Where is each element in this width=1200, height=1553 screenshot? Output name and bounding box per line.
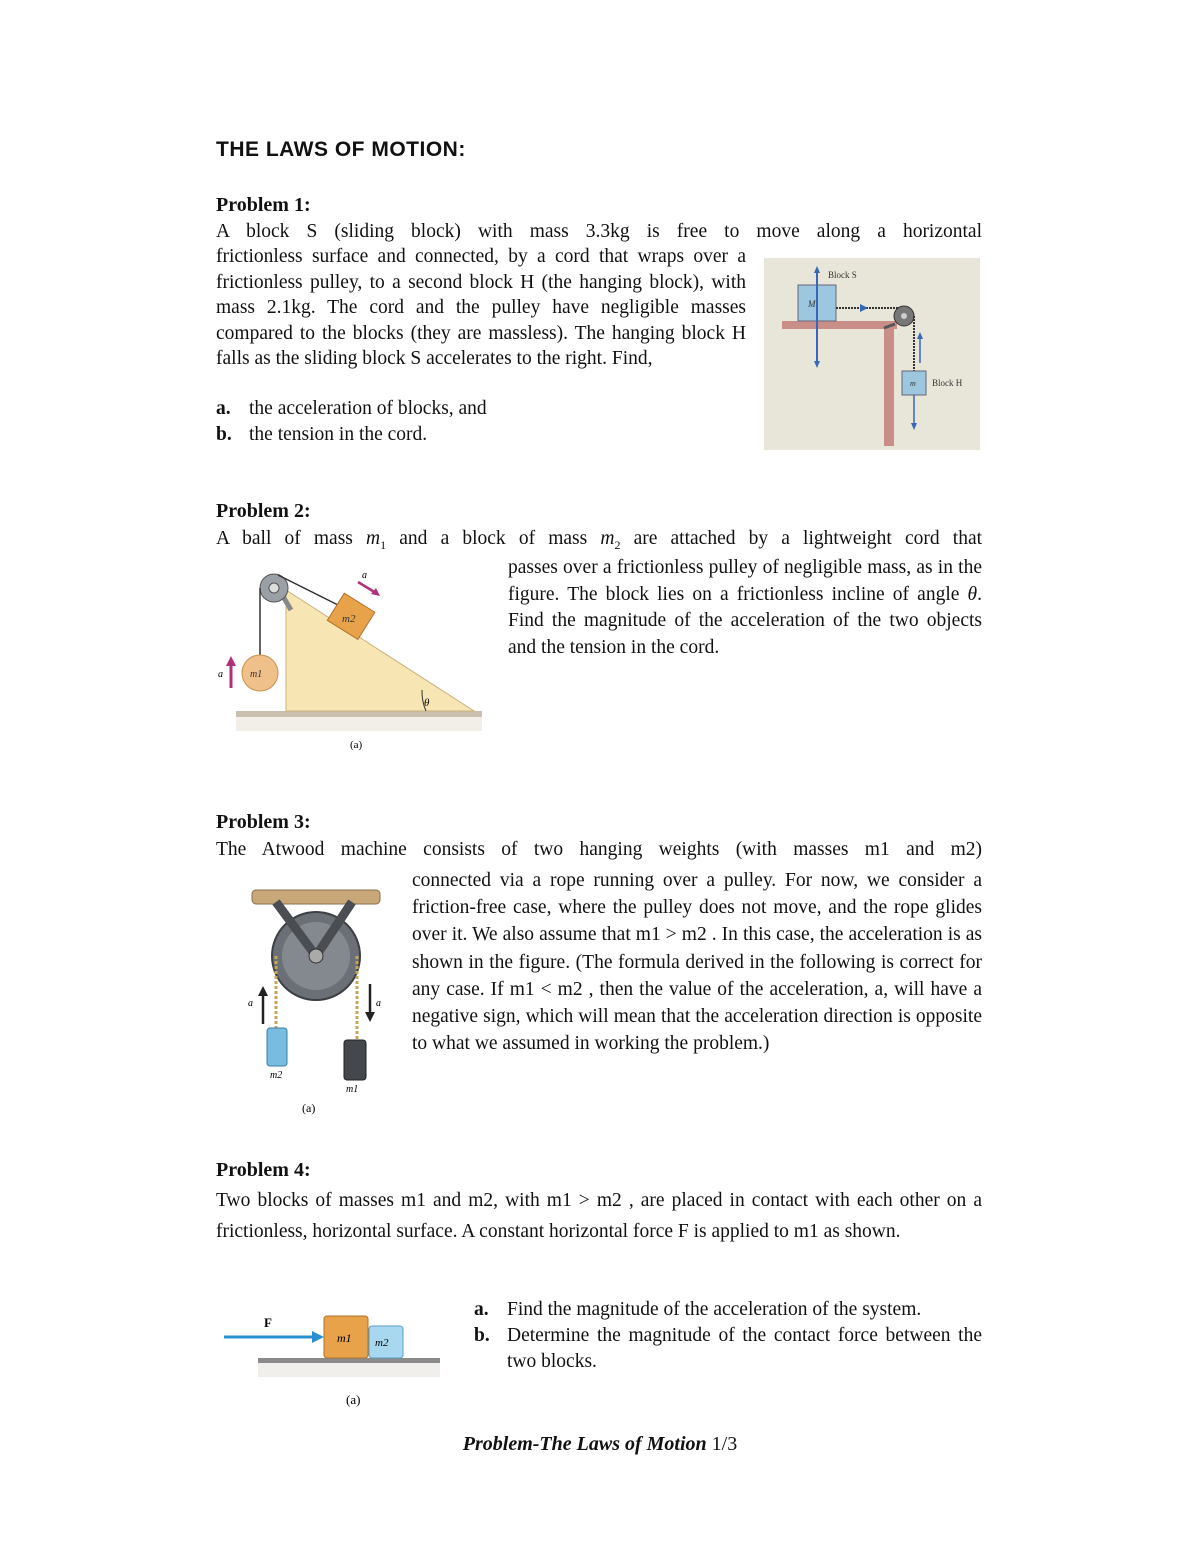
footer-title: Problem-The Laws of Motion [462,1433,707,1455]
problem-2-body [508,555,982,661]
problem-4-heading: Problem 4: [216,1159,311,1181]
problem-4-figure [218,1308,444,1414]
problem-2-intro [216,526,982,558]
intro-text: and a block of mass [399,528,588,549]
item-label: b. [474,1325,490,1346]
mass-symbol: m [366,528,381,549]
item-text: the tension in the cord. [249,424,428,445]
problem-4-item-a [474,1297,982,1323]
force-label: F [264,1315,272,1330]
figure-caption: (a) [302,1101,316,1115]
problem-2-figure [216,560,486,756]
item-text: the acceleration of blocks, and [249,398,487,419]
body-text: . Find the magnitude of the acceleration of the two objects and the tension in the cord. [508,583,982,658]
up-accel-label: a [248,998,253,1009]
angle-label: θ [424,697,430,709]
m1-label: m1 [250,669,263,680]
m2-label: m2 [270,1070,283,1081]
block-s-label: Block S [828,270,857,280]
block-s-mass: M [808,299,816,309]
problem-4-body-text: Two blocks of masses m1 and m2, with m1 > m2 , are placed in contact with each other on a frictionless, horizontal surface. A constant horizontal force F is applied to m1 as shown. [216,1190,982,1242]
problem-1-intro [216,219,982,245]
problem-1-figure [764,258,980,450]
m2-label: m2 [342,613,356,625]
problem-1-item-a [216,396,487,422]
block-h-mass: m [910,379,916,388]
figure-caption: (a) [350,739,363,751]
problem-3-intro [216,837,982,863]
item-label: b. [216,424,232,445]
m1-label: m1 [337,1331,352,1345]
intro-text: are attached by a lightweight cord that [633,528,983,549]
item-label: a. [216,398,231,419]
page-number: 1/3 [711,1433,738,1455]
ball-accel-label: a [218,669,223,680]
page-footer [0,1433,1200,1456]
block-accel-label: a [362,570,367,581]
problem-1-heading: Problem 1: [216,194,311,216]
item-text: Find the magnitude of the acceleration of the system. [507,1299,922,1320]
item-label: a. [474,1299,489,1320]
block-h-label: Block H [932,378,963,388]
down-accel-label: a [376,998,381,1009]
intro-text: A ball of mass [216,528,353,549]
mass-subscript: 2 [614,537,621,552]
problem-1-body [216,244,746,372]
problem-3-body [412,867,982,1057]
problem-3-intro-text: The Atwood machine consists of two hanging weights (with masses m1 and m2) [216,839,982,860]
problem-4-body [216,1185,982,1247]
problem-3-heading: Problem 3: [216,811,311,833]
mass-subscript: 1 [380,537,387,552]
problem-1-intro-text: A block S (sliding block) with mass 3.3kg is free to move along a horizontal [216,221,982,242]
m2-label: m2 [375,1337,389,1349]
item-text: Determine the magnitude of the contact force between the two blocks. [507,1325,982,1372]
problem-3-body-text: connected via a rope running over a pulley. For now, we consider a friction-free case, where the pulley does not move, and the rope glides over it. We also assume that m1 > m2 . In this case, the acceleration is as shown in the figure. (The formula derived in the following is correct for any case. If m1 < m2 , then the value of the acceleration, a, will have a negative sign, which will mean that the acceleration direction is opposite to what we assumed in working the problem.) [412,870,982,1055]
page-title: THE LAWS OF MOTION: [216,138,466,161]
m1-label: m1 [346,1084,359,1095]
problem-4-item-b [474,1323,982,1374]
figure-caption: (a) [346,1392,361,1407]
theta-symbol: θ [967,583,978,605]
problem-1-body-text: frictionless surface and connected, by a cord that wraps over a frictionless pulley, to a second block H (the hanging block), with mass 2.1kg. The cord and the pulley have negligible masses compared to the blocks (they are massless). The hanging block H falls as the sliding block S accelerates to the right. Find, [216,246,746,369]
problem-2-heading: Problem 2: [216,500,311,522]
problem-3-figure [240,882,386,1118]
mass-symbol: m [600,528,615,549]
body-text: passes over a frictionless pulley of negligible mass, as in the figure. The block lies on a frictionless incline of angle [508,557,982,605]
problem-1-item-b [216,422,427,448]
